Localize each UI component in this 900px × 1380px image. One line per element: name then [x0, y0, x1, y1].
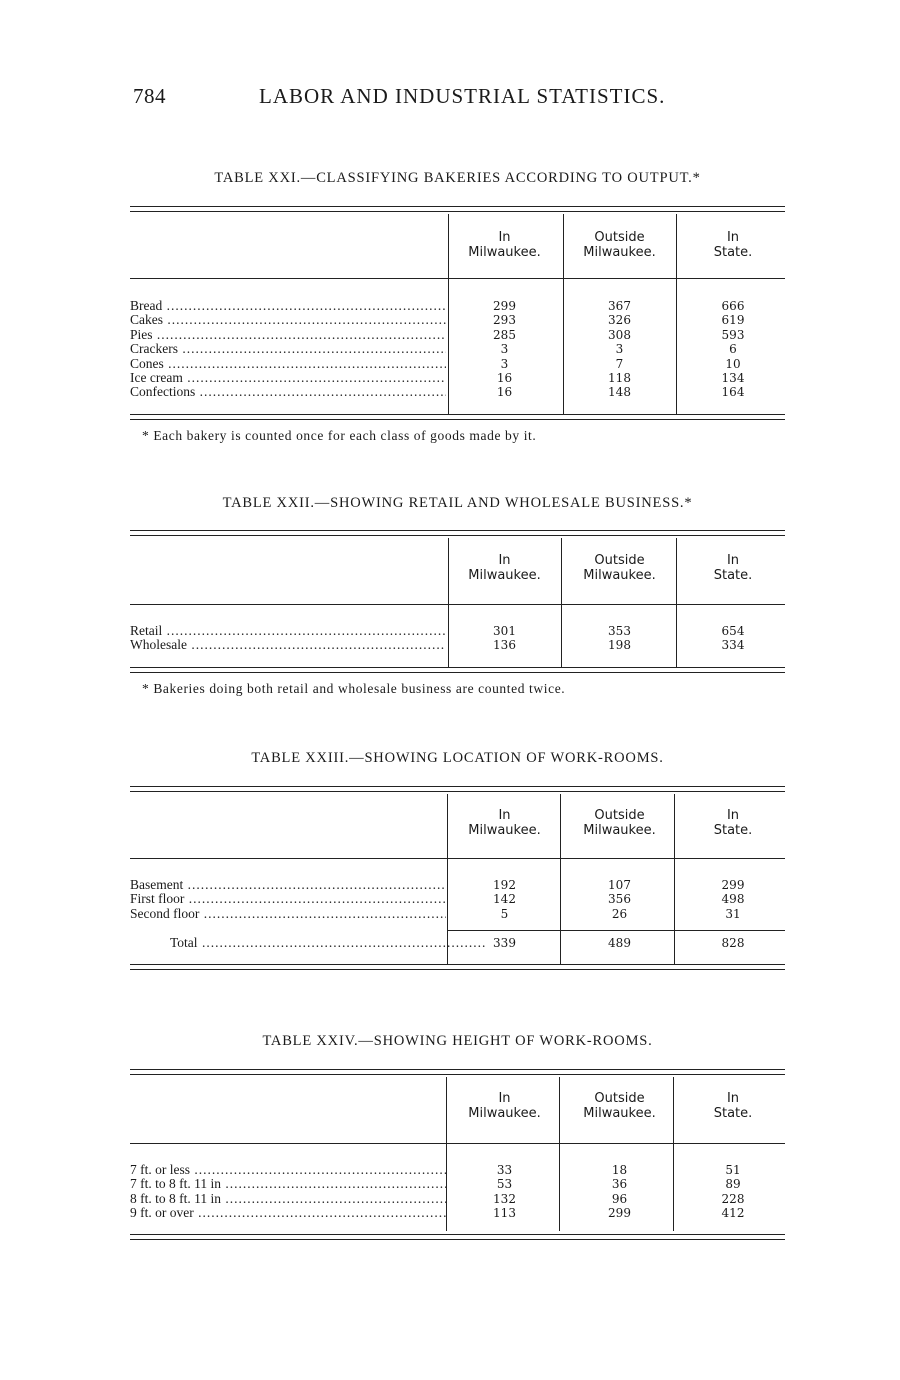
value-state: 654: [721, 624, 745, 638]
value-state: 593: [721, 327, 745, 342]
value-outside: 353: [608, 624, 631, 638]
table-xxiii: [130, 750, 785, 975]
row-label: Cones .....: [130, 357, 446, 371]
value-state: 498: [721, 892, 745, 907]
footnote: * Bakeries doing both retail and wholesale business are counted twice.: [142, 681, 566, 696]
value-state: 164: [721, 385, 745, 400]
table-row: [130, 907, 785, 921]
row-label: 8 ft. to 8 ft. 11 in .....: [130, 1192, 446, 1206]
table-xxii: [130, 495, 785, 705]
footnote: * Each bakery is counted once for each class of goods made by it.: [142, 428, 537, 443]
value-milwaukee: 132: [493, 1191, 516, 1206]
col-head-outside: Outside Milwaukee.: [583, 1091, 656, 1121]
table-row: [130, 328, 785, 342]
value-outside: 3: [615, 342, 624, 357]
value-outside: 26: [611, 906, 628, 921]
bottom-rule: [130, 964, 785, 970]
value-state: 412: [721, 1206, 745, 1221]
row-label: Retail .....: [130, 624, 446, 638]
value-state: 51: [725, 1163, 741, 1177]
col-head-state: In State.: [713, 808, 753, 838]
value-outside: 7: [615, 356, 624, 371]
row-label: Basement .....: [130, 878, 446, 892]
row-label: Bread .....: [130, 299, 446, 313]
table-xxiv: [130, 1033, 785, 1248]
head-rule: [130, 1143, 785, 1144]
value-outside: 367: [608, 299, 631, 313]
value-state: 334: [721, 638, 745, 653]
row-label: Crackers .....: [130, 342, 446, 356]
total-row: Total ..... 339 489 828: [130, 936, 785, 950]
value-outside: 308: [608, 327, 631, 342]
col-head-outside: Outside Milwaukee.: [583, 230, 656, 260]
table-row: [130, 385, 785, 399]
value-outside: 18: [611, 1163, 628, 1177]
value-outside: 198: [608, 638, 631, 653]
value-outside: 107: [608, 878, 631, 892]
row-label: Wholesale .....: [130, 638, 446, 652]
table-row: [130, 1163, 785, 1177]
top-rule: [130, 530, 785, 536]
col-head-outside: Outside Milwaukee.: [583, 553, 656, 583]
table-row: [130, 357, 785, 371]
bottom-rule: [130, 667, 785, 673]
table-title: TABLE XXIV.—SHOWING HEIGHT OF WORK-ROOMS.: [262, 1033, 653, 1049]
col-head-milwaukee: In Milwaukee.: [468, 808, 541, 838]
table-row: [130, 892, 785, 906]
row-label: Ice cream .....: [130, 371, 446, 385]
value-milwaukee: 16: [496, 371, 513, 385]
table-row: [130, 313, 785, 327]
value-outside: 299: [608, 1206, 631, 1221]
value-milwaukee: 113: [493, 1206, 516, 1221]
table-title: TABLE XXI.—CLASSIFYING BAKERIES ACCORDING TO OUTPUT.*: [214, 170, 701, 186]
table-row: [130, 371, 785, 385]
value-outside: 326: [608, 313, 631, 328]
bottom-rule: [130, 414, 785, 420]
table-row: [130, 299, 785, 313]
value-state: 6: [729, 342, 737, 357]
value-milwaukee: 142: [493, 892, 516, 907]
col-head-outside: Outside Milwaukee.: [583, 808, 656, 838]
table-row: [130, 638, 785, 652]
total-rule: [448, 930, 785, 931]
running-title: LABOR AND INDUSTRIAL STATISTICS.: [259, 84, 666, 108]
table-row: [130, 342, 785, 356]
row-label: Confections .....: [130, 385, 446, 399]
value-state: 299: [721, 878, 745, 892]
row-label: Second floor .....: [130, 907, 446, 921]
value-milwaukee: 3: [500, 342, 509, 357]
col-head-milwaukee: In Milwaukee.: [468, 1091, 541, 1121]
value-milwaukee: 136: [493, 638, 516, 653]
value-outside: 36: [611, 1177, 628, 1192]
value-milwaukee: 192: [493, 878, 516, 892]
bottom-rule: [130, 1234, 785, 1240]
col-head-state: In State.: [713, 230, 753, 260]
table-row: [130, 1206, 785, 1220]
value-milwaukee: 301: [493, 624, 516, 638]
row-label: 7 ft. or less .....: [130, 1163, 446, 1177]
table-row: [130, 624, 785, 638]
table-title: TABLE XXIII.—SHOWING LOCATION OF WORK-ROOMS.: [251, 750, 664, 766]
top-rule: [130, 786, 785, 792]
row-label: 9 ft. or over .....: [130, 1206, 446, 1220]
value-state: 89: [725, 1177, 741, 1192]
table-title: TABLE XXII.—SHOWING RETAIL AND WHOLESALE BUSINESS.*: [222, 495, 693, 511]
row-label: Pies .....: [130, 328, 446, 342]
row-label: Cakes .....: [130, 313, 446, 327]
value-state: 134: [721, 371, 745, 385]
col-head-state: In State.: [713, 1091, 753, 1121]
value-milwaukee: 5: [500, 906, 509, 921]
col-head-milwaukee: In Milwaukee.: [468, 230, 541, 260]
value-outside: 96: [611, 1191, 628, 1206]
table-xxi: [130, 170, 785, 450]
row-label: 7 ft. to 8 ft. 11 in .....: [130, 1177, 446, 1191]
page-number: 784: [133, 84, 166, 108]
head-rule: [130, 604, 785, 605]
col-head-state: In State.: [713, 553, 753, 583]
value-outside: 356: [608, 892, 631, 907]
head-rule: [130, 858, 785, 859]
value-state: 228: [721, 1191, 745, 1206]
value-milwaukee: 293: [493, 313, 516, 328]
value-milwaukee: 16: [496, 385, 513, 400]
value-state: 619: [721, 313, 745, 328]
value-state: 666: [721, 299, 745, 313]
table-row: [130, 1177, 785, 1191]
value-milwaukee: 299: [493, 299, 516, 313]
value-milwaukee: 53: [496, 1177, 513, 1192]
head-rule: [130, 278, 785, 279]
value-milwaukee: 33: [496, 1163, 513, 1177]
value-milwaukee: 3: [500, 356, 509, 371]
top-rule: [130, 1069, 785, 1075]
top-rule: [130, 206, 785, 212]
col-head-milwaukee: In Milwaukee.: [468, 553, 541, 583]
table-row: [130, 878, 785, 892]
row-label: First floor .....: [130, 892, 446, 906]
value-state: 10: [725, 356, 741, 371]
value-state: 31: [725, 906, 741, 921]
table-row: [130, 1192, 785, 1206]
value-milwaukee: 285: [493, 327, 516, 342]
value-outside: 148: [608, 385, 631, 400]
value-outside: 118: [608, 371, 631, 385]
